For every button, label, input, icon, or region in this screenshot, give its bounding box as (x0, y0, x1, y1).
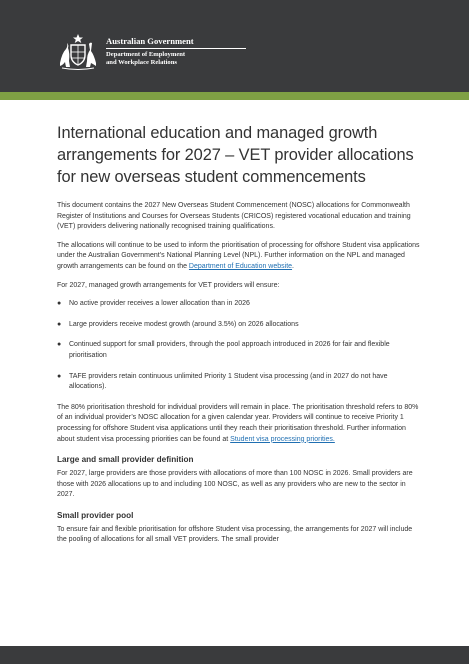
logo-divider (106, 48, 246, 49)
arrangements-list (57, 299, 421, 393)
list-item-text: TAFE providers retain continuous unlimited Priority 1 Student visa processing (and in 2027 do not have allocations). (69, 372, 388, 391)
document-title: International education and managed growth arrangements for 2027 – VET provider allocations for new overseas student commencements (57, 124, 414, 186)
bullet-icon: ● (57, 300, 62, 308)
bullet-icon: ● (57, 341, 62, 349)
header-band (0, 0, 469, 92)
small-pool-heading: Small provider pool (57, 510, 134, 520)
large-small-paragraph: For 2027, large providers are those providers with allocations of more than 100 NOSC in 2026. Small providers are those with 2026 allocations up to and including 100 NOSC, as well as any providers who are new to the sector in 2027. (57, 470, 413, 499)
bullet-icon: ● (57, 372, 62, 380)
department-of-education-link[interactable]: Department of Education website (188, 262, 293, 270)
commonwealth-coat-of-arms-icon (56, 33, 100, 73)
government-logo (56, 33, 226, 77)
intro-paragraph: This document contains the 2027 New Overseas Student Commencement (NOSC) allocations for Commonwealth Register of Institutions and Courses for Overseas Students (CRICOS) registered vocational education and training (VET) providers delivering nationally recognised training qualifications. (57, 202, 411, 231)
department-name-line-2: and Workplace Relations (106, 59, 177, 66)
government-name: Australian Government (106, 36, 194, 46)
list-item (57, 340, 421, 361)
threshold-paragraph (57, 403, 421, 445)
bullet-icon: ● (57, 320, 62, 328)
department-name-line-1: Department of Employment (106, 51, 186, 58)
list-item-text: No active provider receives a lower allocation than in 2026 (69, 300, 250, 308)
large-small-heading: Large and small provider definition (57, 455, 194, 465)
agency-name (106, 36, 246, 67)
list-item (57, 320, 421, 331)
allocations-end: . (292, 262, 294, 270)
threshold-text: The 80% prioritisation threshold for individual providers will remain in place. The prioritisation threshold refers to 80% of an individual provider’s NOSC allocation for a given calendar year. Providers will continue to receive Priority 1 processing for offshore Student visa applications until they reach their prioritisation threshold. Further information about student visa processing priorities can be found at (57, 403, 419, 443)
ensure-paragraph: For 2027, managed growth arrangements for VET providers will ensure: (57, 281, 280, 289)
student-visa-priorities-link[interactable]: Student visa processing priorities. (230, 435, 335, 443)
small-pool-paragraph: To ensure fair and flexible prioritisation for offshore Student visa processing, the arrangements for 2027 will include the pooling of allocations for all small VET providers. The small provider (57, 525, 413, 544)
list-item-text: Continued support for small providers, through the pool approach introduced in 2026 for fair and flexible prioritisation (69, 341, 390, 359)
footer-band (0, 646, 469, 664)
allocations-paragraph (57, 241, 421, 273)
list-item (57, 299, 421, 310)
list-item-text: Large providers receive modest growth (around 3.5%) on 2026 allocations (69, 320, 299, 328)
title-block (57, 122, 420, 188)
list-item (57, 372, 421, 393)
accent-rule (0, 92, 469, 100)
document-body (57, 201, 421, 554)
allocations-text: The allocations will continue to be used to inform the prioritisation of processing for offshore Student visa applications under the Australian Government’s National Planning Level (NPL). Further information on the NPL and managed growth arrangements can be found on the (57, 241, 420, 270)
